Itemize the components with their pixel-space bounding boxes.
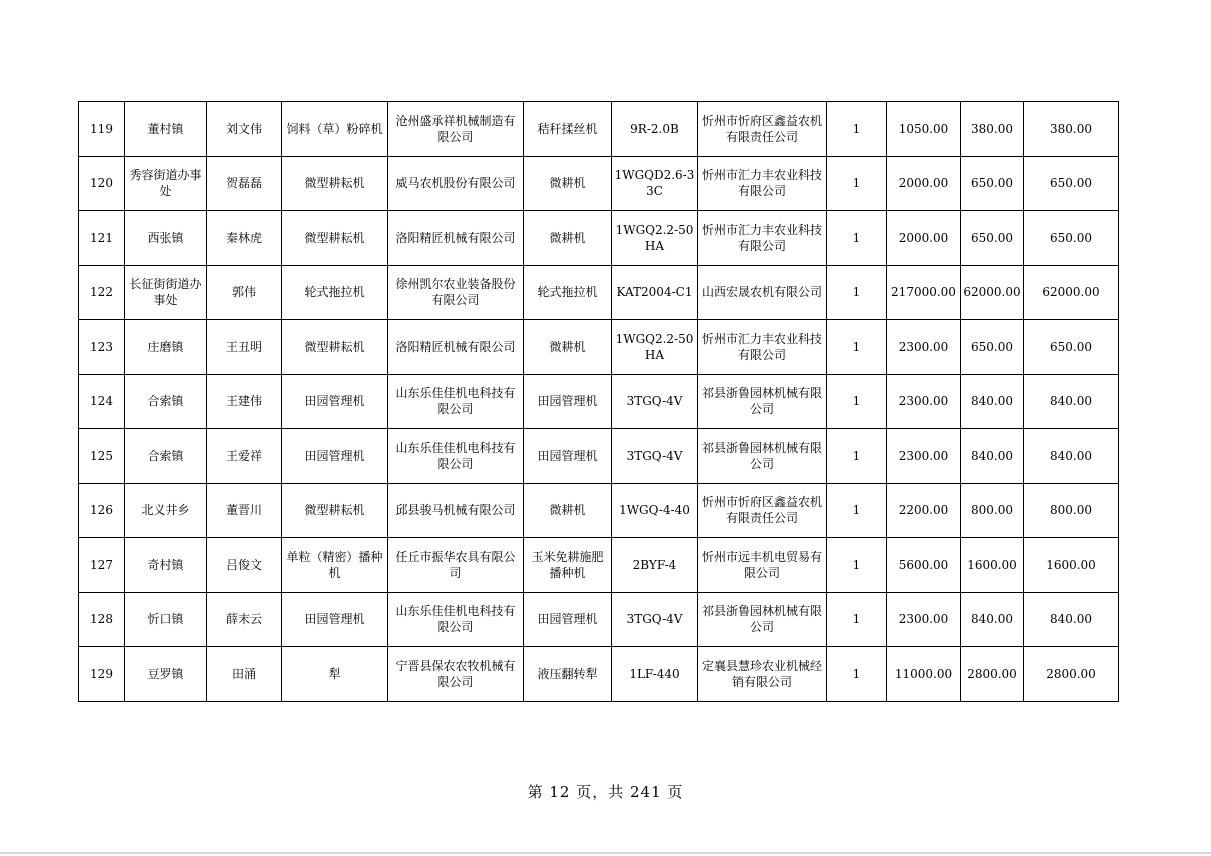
subsidy-cell: 62000.00 <box>961 265 1024 320</box>
total-subsidy-cell: 650.00 <box>1024 156 1119 211</box>
dealer-cell: 忻州市远丰机电贸易有限公司 <box>698 538 827 593</box>
dealer-cell: 祁县浙鲁园林机械有限公司 <box>698 429 827 484</box>
model-cell: 3TGQ-4V <box>612 592 698 647</box>
dealer-cell: 山西宏晟农机有限公司 <box>698 265 827 320</box>
model-cell: 1WGQD2.6-33C <box>612 156 698 211</box>
table-row <box>79 374 1119 429</box>
page-bottom-divider <box>0 852 1211 854</box>
buyer-cell: 秦林虎 <box>207 211 282 266</box>
model-cell: 1LF-440 <box>612 647 698 702</box>
category-cell: 轮式拖拉机 <box>282 265 388 320</box>
table-body <box>79 102 1119 702</box>
category-cell: 微型耕耘机 <box>282 483 388 538</box>
price-cell: 2300.00 <box>887 592 961 647</box>
dealer-cell: 忻州市汇力丰农业科技有限公司 <box>698 320 827 375</box>
buyer-cell: 王爱祥 <box>207 429 282 484</box>
row-number: 126 <box>79 483 125 538</box>
product-cell: 轮式拖拉机 <box>524 265 612 320</box>
town-cell: 豆罗镇 <box>125 647 207 702</box>
price-cell: 1050.00 <box>887 102 961 157</box>
quantity-cell: 1 <box>827 429 887 484</box>
row-number: 129 <box>79 647 125 702</box>
town-cell: 合索镇 <box>125 374 207 429</box>
price-cell: 2300.00 <box>887 429 961 484</box>
quantity-cell: 1 <box>827 374 887 429</box>
quantity-cell: 1 <box>827 647 887 702</box>
total-subsidy-cell: 380.00 <box>1024 102 1119 157</box>
row-number: 128 <box>79 592 125 647</box>
manufacturer-cell: 洛阳精匠机械有限公司 <box>388 320 524 375</box>
manufacturer-cell: 徐州凯尔农业装备股份有限公司 <box>388 265 524 320</box>
model-cell: 9R-2.0B <box>612 102 698 157</box>
dealer-cell: 祁县浙鲁园林机械有限公司 <box>698 374 827 429</box>
category-cell: 微型耕耘机 <box>282 320 388 375</box>
town-cell: 合索镇 <box>125 429 207 484</box>
town-cell: 忻口镇 <box>125 592 207 647</box>
manufacturer-cell: 山东乐佳佳机电科技有限公司 <box>388 374 524 429</box>
total-subsidy-cell: 2800.00 <box>1024 647 1119 702</box>
subsidy-cell: 650.00 <box>961 156 1024 211</box>
buyer-cell: 王丑明 <box>207 320 282 375</box>
quantity-cell: 1 <box>827 211 887 266</box>
model-cell: 1WGQ2.2-50HA <box>612 320 698 375</box>
total-subsidy-cell: 840.00 <box>1024 429 1119 484</box>
subsidy-cell: 840.00 <box>961 592 1024 647</box>
quantity-cell: 1 <box>827 592 887 647</box>
table-row <box>79 320 1119 375</box>
town-cell: 北义井乡 <box>125 483 207 538</box>
dealer-cell: 忻州市忻府区鑫益农机有限责任公司 <box>698 102 827 157</box>
subsidy-table <box>78 101 1119 702</box>
dealer-cell: 忻州市汇力丰农业科技有限公司 <box>698 156 827 211</box>
price-cell: 2300.00 <box>887 320 961 375</box>
buyer-cell: 董晋川 <box>207 483 282 538</box>
row-number: 123 <box>79 320 125 375</box>
category-cell: 田园管理机 <box>282 429 388 484</box>
subsidy-cell: 800.00 <box>961 483 1024 538</box>
product-cell: 田园管理机 <box>524 429 612 484</box>
town-cell: 奇村镇 <box>125 538 207 593</box>
table-row <box>79 647 1119 702</box>
quantity-cell: 1 <box>827 265 887 320</box>
total-subsidy-cell: 650.00 <box>1024 211 1119 266</box>
row-number: 121 <box>79 211 125 266</box>
row-number: 122 <box>79 265 125 320</box>
product-cell: 玉米免耕施肥播种机 <box>524 538 612 593</box>
quantity-cell: 1 <box>827 538 887 593</box>
manufacturer-cell: 山东乐佳佳机电科技有限公司 <box>388 592 524 647</box>
dealer-cell: 定襄县慧珍农业机械经销有限公司 <box>698 647 827 702</box>
quantity-cell: 1 <box>827 320 887 375</box>
manufacturer-cell: 任丘市振华农具有限公司 <box>388 538 524 593</box>
category-cell: 微型耕耘机 <box>282 156 388 211</box>
buyer-cell: 郭伟 <box>207 265 282 320</box>
model-cell: KAT2004-C1 <box>612 265 698 320</box>
table-row <box>79 538 1119 593</box>
buyer-cell: 王建伟 <box>207 374 282 429</box>
category-cell: 微型耕耘机 <box>282 211 388 266</box>
buyer-cell: 刘文伟 <box>207 102 282 157</box>
price-cell: 5600.00 <box>887 538 961 593</box>
row-number: 124 <box>79 374 125 429</box>
product-cell: 液压翻转犁 <box>524 647 612 702</box>
manufacturer-cell: 山东乐佳佳机电科技有限公司 <box>388 429 524 484</box>
product-cell: 田园管理机 <box>524 374 612 429</box>
subsidy-cell: 650.00 <box>961 320 1024 375</box>
total-subsidy-cell: 840.00 <box>1024 592 1119 647</box>
category-cell: 饲料（草）粉碎机 <box>282 102 388 157</box>
manufacturer-cell: 邱县骏马机械有限公司 <box>388 483 524 538</box>
price-cell: 2200.00 <box>887 483 961 538</box>
town-cell: 董村镇 <box>125 102 207 157</box>
category-cell: 田园管理机 <box>282 374 388 429</box>
row-number: 120 <box>79 156 125 211</box>
subsidy-cell: 1600.00 <box>961 538 1024 593</box>
category-cell: 田园管理机 <box>282 592 388 647</box>
buyer-cell: 田涌 <box>207 647 282 702</box>
category-cell: 犁 <box>282 647 388 702</box>
model-cell: 3TGQ-4V <box>612 374 698 429</box>
model-cell: 3TGQ-4V <box>612 429 698 484</box>
price-cell: 2300.00 <box>887 374 961 429</box>
table-row <box>79 265 1119 320</box>
product-cell: 微耕机 <box>524 320 612 375</box>
product-cell: 微耕机 <box>524 156 612 211</box>
product-cell: 微耕机 <box>524 211 612 266</box>
buyer-cell: 薛末云 <box>207 592 282 647</box>
model-cell: 2BYF-4 <box>612 538 698 593</box>
model-cell: 1WGQ2.2-50HA <box>612 211 698 266</box>
product-cell: 秸秆揉丝机 <box>524 102 612 157</box>
dealer-cell: 忻州市汇力丰农业科技有限公司 <box>698 211 827 266</box>
quantity-cell: 1 <box>827 483 887 538</box>
price-cell: 2000.00 <box>887 156 961 211</box>
row-number: 125 <box>79 429 125 484</box>
table-row <box>79 592 1119 647</box>
price-cell: 2000.00 <box>887 211 961 266</box>
manufacturer-cell: 宁晋县保农农牧机械有限公司 <box>388 647 524 702</box>
total-subsidy-cell: 650.00 <box>1024 320 1119 375</box>
buyer-cell: 吕俊文 <box>207 538 282 593</box>
subsidy-cell: 380.00 <box>961 102 1024 157</box>
price-cell: 11000.00 <box>887 647 961 702</box>
dealer-cell: 忻州市忻府区鑫益农机有限责任公司 <box>698 483 827 538</box>
town-cell: 秀容街道办事处 <box>125 156 207 211</box>
subsidy-cell: 2800.00 <box>961 647 1024 702</box>
category-cell: 单粒（精密）播种机 <box>282 538 388 593</box>
total-subsidy-cell: 62000.00 <box>1024 265 1119 320</box>
total-subsidy-cell: 800.00 <box>1024 483 1119 538</box>
table-row <box>79 429 1119 484</box>
subsidy-cell: 650.00 <box>961 211 1024 266</box>
table-row <box>79 483 1119 538</box>
table-row <box>79 102 1119 157</box>
total-subsidy-cell: 1600.00 <box>1024 538 1119 593</box>
total-subsidy-cell: 840.00 <box>1024 374 1119 429</box>
buyer-cell: 贺磊磊 <box>207 156 282 211</box>
row-number: 119 <box>79 102 125 157</box>
table-row <box>79 211 1119 266</box>
subsidy-cell: 840.00 <box>961 374 1024 429</box>
product-cell: 田园管理机 <box>524 592 612 647</box>
price-cell: 217000.00 <box>887 265 961 320</box>
quantity-cell: 1 <box>827 102 887 157</box>
row-number: 127 <box>79 538 125 593</box>
table-row <box>79 156 1119 211</box>
product-cell: 微耕机 <box>524 483 612 538</box>
dealer-cell: 祁县浙鲁园林机械有限公司 <box>698 592 827 647</box>
manufacturer-cell: 沧州盛承祥机械制造有限公司 <box>388 102 524 157</box>
town-cell: 长征街街道办事处 <box>125 265 207 320</box>
manufacturer-cell: 洛阳精匠机械有限公司 <box>388 211 524 266</box>
quantity-cell: 1 <box>827 156 887 211</box>
town-cell: 庄磨镇 <box>125 320 207 375</box>
subsidy-cell: 840.00 <box>961 429 1024 484</box>
manufacturer-cell: 威马农机股份有限公司 <box>388 156 524 211</box>
town-cell: 西张镇 <box>125 211 207 266</box>
model-cell: 1WGQ-4-40 <box>612 483 698 538</box>
page-number: 第 12 页，共 241 页 <box>527 783 684 801</box>
